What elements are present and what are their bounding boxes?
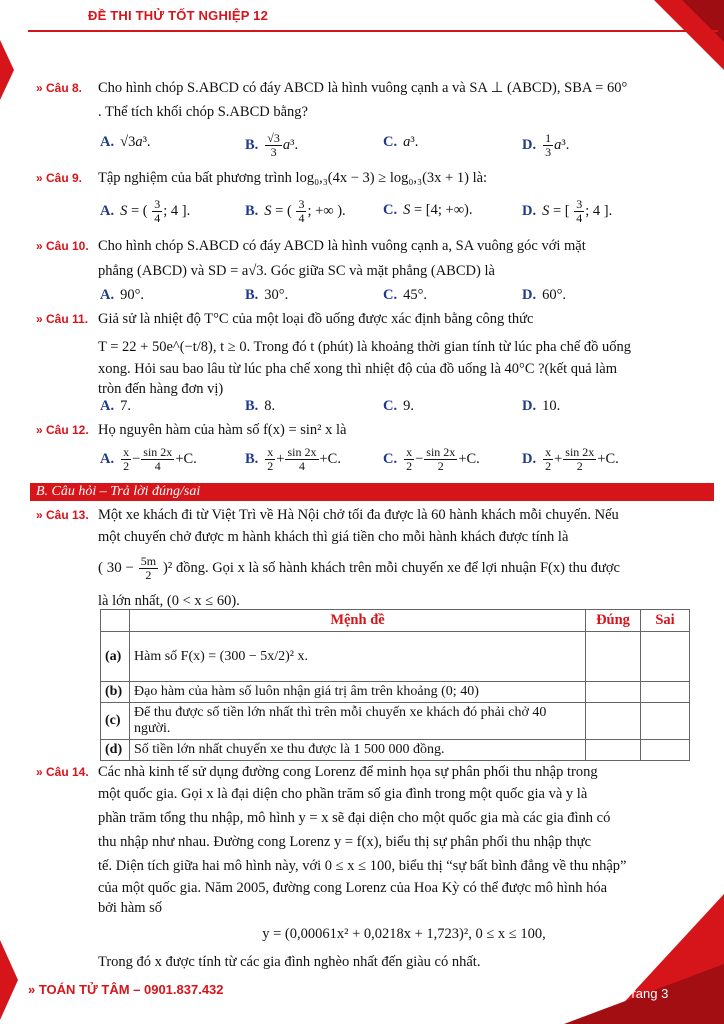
question-text: Cho hình chóp S.ABCD có đáy ABCD là hình vuông cạnh a và SA ⊥ (ABCD), SBA = 60° — [98, 80, 628, 96]
row-statement: Số tiền lớn nhất chuyến xe thu được là 1 500 000 đồng. — [130, 740, 586, 761]
question-label: » Câu 11. — [36, 312, 89, 326]
false-cell[interactable] — [641, 682, 690, 703]
question-10 — [36, 234, 676, 286]
question-text: là lớn nhất, (0 < x ≤ 60). — [98, 593, 240, 609]
question-text: đồng. Gọi x là số hành khách trên mỗi chuyến xe để lợi nhuận F(x) thu được — [175, 559, 620, 576]
header-rule — [28, 30, 718, 32]
false-cell[interactable] — [641, 740, 690, 761]
option-c[interactable]: C. 9. — [383, 398, 414, 414]
option-letter: C. — [383, 134, 398, 150]
option-b[interactable]: B. 30°. — [245, 287, 289, 303]
question-text: Các nhà kinh tế sử dụng đường cong Lorenz để minh họa sự phân phối thu nhập trong — [98, 764, 598, 780]
question-text: Một xe khách đi từ Việt Trì về Hà Nội chở tối đa được là 60 hành khách mỗi chuyến. Nếu — [98, 507, 619, 523]
header-true: Đúng — [586, 610, 641, 632]
row-id: (b) — [101, 682, 130, 703]
option-a[interactable]: A. 7. — [100, 398, 131, 414]
question-label: » Câu 9. — [36, 171, 83, 185]
lorenz-formula: y = (0,00061x² + 0,0218x + 1,723)², 0 ≤ x ≤ 100, — [262, 926, 546, 942]
row-id: (a) — [101, 632, 130, 682]
question-8 — [36, 76, 676, 136]
question-label: » Câu 13. — [36, 508, 89, 522]
question-label: » Câu 10. — [36, 239, 89, 253]
options-q9 — [100, 198, 680, 230]
page-header-title: ĐỀ THI THỬ TỐT NGHIỆP 12 — [88, 8, 269, 23]
option-letter: D. — [522, 136, 537, 153]
price-formula-line: ( 30 − $\frac{5m}{2}$ )² đồng. Gọi x là số hành khách trên mỗi chuyến xe để lợi nhuận F(x) thu được — [98, 554, 620, 582]
question-text: T = 22 + 50e^(−t/8), t ≥ 0. Trong đó t (phút) là khoảng thời gian tính từ lúc pha chế đồ uống — [98, 339, 632, 355]
question-text: Cho hình chóp S.ABCD có đáy ABCD là hình vuông cạnh a, SA vuông góc với mặt — [98, 238, 586, 254]
header-false: Sai — [641, 610, 690, 632]
row-statement: Hàm số F(x) = (300 − 5x/2)² x. — [130, 632, 586, 682]
options-q10 — [100, 287, 680, 307]
question-text: phẳng (ABCD) và SD = a√3. Góc giữa SC và mặt phẳng (ABCD) là — [98, 263, 495, 279]
option-letter: B. — [245, 136, 259, 153]
option-c[interactable]: C. 45°. — [383, 287, 428, 303]
true-cell[interactable] — [586, 682, 641, 703]
question-text: Tập nghiệm của bất phương trình log₀,₃(4x − 3) ≥ log₀,₃(3x + 1) là: — [98, 170, 488, 186]
table-row — [101, 703, 690, 740]
table-row — [101, 682, 690, 703]
question-text: bởi hàm số — [98, 900, 163, 916]
option-letter: A. — [100, 134, 115, 150]
option-b[interactable]: B. $\frac{x}{2}$ + $\frac{\sin 2x}{4}$ +C. — [245, 445, 341, 473]
page-number: Trang 3 — [624, 986, 669, 1001]
true-cell[interactable] — [586, 740, 641, 761]
options-q8 — [100, 132, 680, 162]
option-b[interactable]: B. S = ( $\frac{3}{4}$ ; +∞ ). — [245, 197, 346, 225]
footer-author: » TOÁN TỬ TÂM – 0901.837.432 — [28, 982, 224, 997]
question-text: phần trăm tổng thu nhập, mô hình y = x sẽ đại diện cho một quốc gia mà các gia đình có — [98, 810, 611, 826]
true-cell[interactable] — [586, 632, 641, 682]
false-cell[interactable] — [641, 632, 690, 682]
row-statement: Đạo hàm của hàm số luôn nhận giá trị âm trên khoảng (0; 40) — [130, 682, 586, 703]
true-false-table — [100, 609, 690, 761]
question-label: » Câu 14. — [36, 765, 89, 779]
question-text: xong. Hỏi sau bao lâu từ lúc pha chế xong thì nhiệt độ của đồ uống là 40°C ?(kết quả làm — [98, 361, 618, 377]
row-statement: Để thu được số tiền lớn nhất thì trên mỗi chuyến xe khách đó phải chở 40 người. — [130, 703, 586, 740]
option-d[interactable]: D. $\frac{x}{2}$ + $\frac{\sin 2x}{2}$ +C. — [522, 445, 619, 473]
option-d[interactable]: D. 60°. — [522, 287, 567, 303]
option-b[interactable]: B. 8. — [245, 398, 276, 414]
question-text: Trong đó x được tính từ các gia đình nghèo nhất đến giàu có nhất. — [98, 954, 481, 970]
option-c[interactable]: C. S = [4; +∞). — [383, 202, 473, 218]
option-a[interactable]: A. 90°. — [100, 287, 145, 303]
option-d[interactable]: D. 10. — [522, 398, 561, 414]
question-label: » Câu 12. — [36, 423, 89, 437]
option-a[interactable]: A. S = ( $\frac{3}{4}$ ; 4 ]. — [100, 197, 191, 225]
question-text: . Thể tích khối chóp S.ABCD bằng? — [98, 104, 308, 120]
question-text: của một quốc gia. Năm 2005, đường cong Lorenz của Hoa Kỳ có thể được mô hình hóa — [98, 880, 608, 896]
question-11 — [36, 307, 676, 399]
option-a[interactable]: A. √3a³. — [100, 134, 151, 150]
options-q12 — [100, 446, 680, 480]
question-13 — [36, 503, 676, 613]
question-12 — [36, 418, 676, 442]
question-text: tròn đến hàng đơn vị) — [98, 381, 224, 397]
question-text: tế. Diện tích giữa hai mô hình này, với 0 ≤ x ≤ 100, biểu thị “sự bất bình đẳng về thu nhập” — [98, 858, 627, 874]
question-9 — [36, 166, 676, 192]
question-text: Họ nguyên hàm của hàm số f(x) = sin² x là — [98, 422, 347, 438]
question-text: Giả sử là nhiệt độ T°C của một loại đồ uống được xác định bằng công thức — [98, 311, 534, 327]
question-text: thu nhập như nhau. Đường cong Lorenz y = f(x), biểu thị sự phân phối thu nhập thực — [98, 834, 592, 850]
question-text: một quốc gia. Gọi x là đại diện cho phần trăm số gia đình trong một quốc gia và y là — [98, 786, 588, 802]
option-c[interactable]: C. $\frac{x}{2}$ − $\frac{\sin 2x}{2}$ +C. — [383, 445, 480, 473]
section-heading: B. Câu hỏi – Trả lời đúng/sai — [30, 483, 714, 501]
header-statement: Mệnh đề — [130, 610, 586, 632]
option-d[interactable]: D. S = [ $\frac{3}{4}$ ; 4 ]. — [522, 197, 613, 225]
row-id: (d) — [101, 740, 130, 761]
true-cell[interactable] — [586, 703, 641, 740]
row-id: (c) — [101, 703, 130, 740]
options-q11 — [100, 398, 680, 418]
option-a[interactable]: A. $\frac{x}{2}$ − $\frac{\sin 2x}{4}$ +C. — [100, 445, 197, 473]
option-c[interactable]: C. a³. — [383, 134, 419, 150]
option-b[interactable]: B. $\frac{√3}{3}$ a³. — [245, 131, 299, 159]
false-cell[interactable] — [641, 703, 690, 740]
table-row — [101, 632, 690, 682]
question-label: » Câu 8. — [36, 81, 83, 95]
question-text: một chuyến chở được m hành khách thì giá tiền cho mỗi hành khách được tính là — [98, 529, 569, 545]
option-d[interactable]: D. $\frac{1}{3}$ a³. — [522, 131, 570, 159]
table-row — [101, 740, 690, 761]
question-14 — [36, 760, 676, 970]
